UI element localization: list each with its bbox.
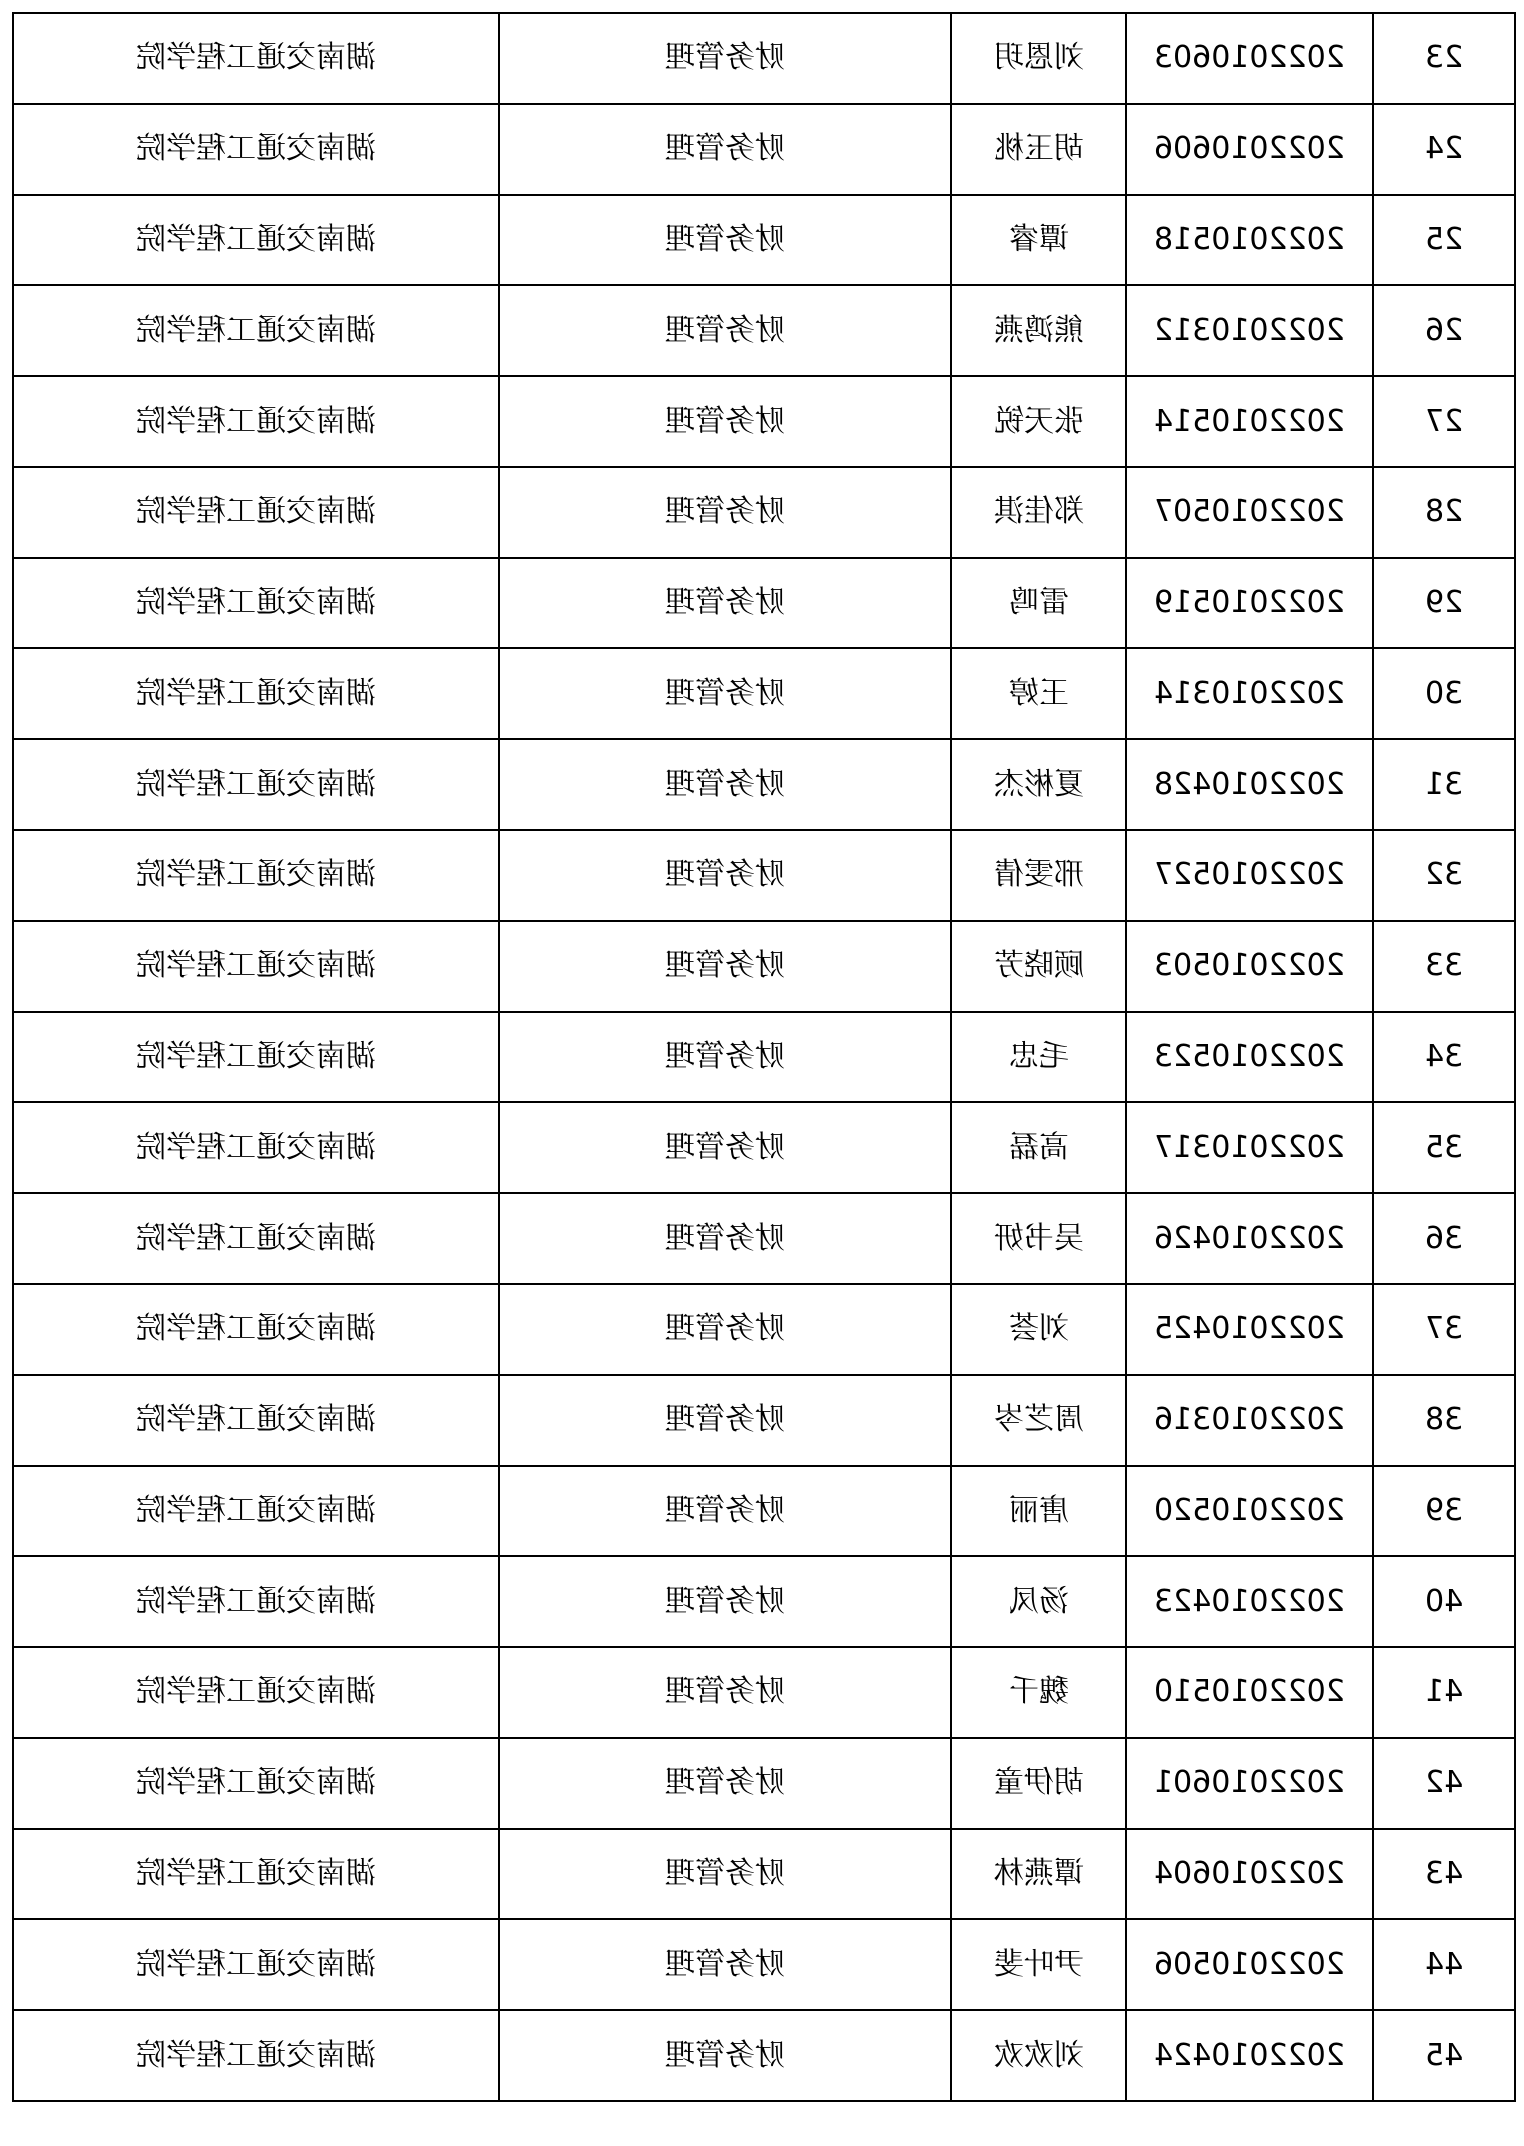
document-page: [12, 12, 1514, 2102]
school-cell: [13, 648, 499, 739]
row-number-text: 37: [1424, 1311, 1464, 1347]
student-name-text: 高磊: [1008, 1129, 1069, 1165]
major-cell: [499, 1738, 951, 1829]
table-row: [13, 1375, 1515, 1466]
major-text: 财务管理: [665, 403, 785, 439]
student-id-cell: [1126, 1829, 1373, 1920]
school-cell: [13, 1919, 499, 2010]
row-number-cell: [1373, 1919, 1515, 2010]
student-name-text: 刘荟: [1008, 1311, 1069, 1347]
table-row: [13, 1829, 1515, 1920]
row-number-cell: [1373, 285, 1515, 376]
student-id-cell: [1126, 1012, 1373, 1103]
table-row: [13, 1012, 1515, 1103]
student-name-text: 谭燕林: [993, 1856, 1084, 1892]
student-name-text: 王婷: [1008, 675, 1069, 711]
student-id-text: 2022010425: [1154, 1311, 1345, 1347]
row-number-text: 38: [1424, 1402, 1464, 1438]
major-text: 财务管理: [665, 948, 785, 984]
student-id-cell: [1126, 558, 1373, 649]
student-name-text: 雷鸣: [1008, 585, 1069, 621]
table-row: [13, 1466, 1515, 1557]
student-name-text: 夏彬杰: [993, 766, 1084, 802]
school-text: 湖南交通工程学院: [136, 1765, 376, 1801]
student-id-text: 2022010510: [1154, 1674, 1345, 1710]
student-id-cell: [1126, 1193, 1373, 1284]
school-text: 湖南交通工程学院: [136, 1856, 376, 1892]
major-cell: [499, 13, 951, 104]
student-name-text: 唐丽: [1008, 1492, 1069, 1528]
student-name-text: 张天锐: [993, 403, 1084, 439]
student-id-text: 2022010506: [1154, 1946, 1345, 1982]
school-cell: [13, 1284, 499, 1375]
school-cell: [13, 1193, 499, 1284]
student-name-cell: [951, 1284, 1126, 1375]
row-number-text: 31: [1424, 766, 1464, 802]
row-number-text: 33: [1424, 948, 1464, 984]
school-text: 湖南交通工程学院: [136, 585, 376, 621]
major-text: 财务管理: [665, 312, 785, 348]
row-number-cell: [1373, 648, 1515, 739]
student-id-cell: [1126, 376, 1373, 467]
major-text: 财务管理: [665, 1583, 785, 1619]
row-number-cell: [1373, 1556, 1515, 1647]
school-cell: [13, 1375, 499, 1466]
student-id-text: 2022010520: [1154, 1492, 1345, 1528]
table-row: [13, 1738, 1515, 1829]
major-cell: [499, 648, 951, 739]
student-name-cell: [951, 104, 1126, 195]
student-id-text: 2022010604: [1154, 1856, 1345, 1892]
school-cell: [13, 1829, 499, 1920]
student-name-text: 刘恩玥: [993, 40, 1084, 76]
student-id-text: 2022010519: [1154, 585, 1345, 621]
row-number-cell: [1373, 2010, 1515, 2101]
school-cell: [13, 2010, 499, 2101]
school-cell: [13, 558, 499, 649]
student-name-text: 魏千: [1008, 1674, 1069, 1710]
row-number-cell: [1373, 739, 1515, 830]
major-text: 财务管理: [665, 1674, 785, 1710]
table-row: [13, 285, 1515, 376]
major-cell: [499, 1012, 951, 1103]
student-id-text: 2022010603: [1154, 40, 1345, 76]
roster-table-body: [13, 13, 1515, 2101]
school-cell: [13, 104, 499, 195]
row-number-text: 45: [1424, 2037, 1464, 2073]
student-id-cell: [1126, 1919, 1373, 2010]
school-cell: [13, 1647, 499, 1738]
student-id-cell: [1126, 1738, 1373, 1829]
student-name-cell: [951, 1829, 1126, 1920]
row-number-text: 35: [1424, 1129, 1464, 1165]
row-number-cell: [1373, 104, 1515, 195]
school-cell: [13, 1012, 499, 1103]
major-text: 财务管理: [665, 1856, 785, 1892]
school-text: 湖南交通工程学院: [136, 1946, 376, 1982]
school-cell: [13, 285, 499, 376]
school-text: 湖南交通工程学院: [136, 675, 376, 711]
school-text: 湖南交通工程学院: [136, 1492, 376, 1528]
student-name-cell: [951, 1738, 1126, 1829]
major-cell: [499, 2010, 951, 2101]
row-number-cell: [1373, 1738, 1515, 1829]
row-number-text: 43: [1424, 1856, 1464, 1892]
row-number-text: 34: [1424, 1038, 1464, 1074]
school-text: 湖南交通工程学院: [136, 1220, 376, 1256]
student-name-cell: [951, 1193, 1126, 1284]
school-text: 湖南交通工程学院: [136, 40, 376, 76]
school-text: 湖南交通工程学院: [136, 403, 376, 439]
student-name-text: 顾晓芳: [993, 948, 1084, 984]
major-cell: [499, 376, 951, 467]
student-name-text: 汤凤: [1008, 1583, 1069, 1619]
row-number-cell: [1373, 1375, 1515, 1466]
student-name-text: 谭睿: [1008, 221, 1069, 257]
major-cell: [499, 1284, 951, 1375]
major-cell: [499, 104, 951, 195]
student-name-cell: [951, 558, 1126, 649]
major-text: 财务管理: [665, 1038, 785, 1074]
row-number-cell: [1373, 1284, 1515, 1375]
student-id-text: 2022010606: [1154, 131, 1345, 167]
major-text: 财务管理: [665, 1765, 785, 1801]
student-id-cell: [1126, 2010, 1373, 2101]
school-text: 湖南交通工程学院: [136, 2037, 376, 2073]
row-number-cell: [1373, 13, 1515, 104]
major-cell: [499, 739, 951, 830]
row-number-text: 40: [1424, 1583, 1464, 1619]
school-text: 湖南交通工程学院: [136, 312, 376, 348]
school-cell: [13, 467, 499, 558]
student-id-text: 2022010424: [1154, 2037, 1345, 2073]
major-text: 财务管理: [665, 494, 785, 530]
student-id-cell: [1126, 1375, 1373, 1466]
row-number-text: 36: [1424, 1220, 1464, 1256]
school-text: 湖南交通工程学院: [136, 131, 376, 167]
student-name-cell: [951, 648, 1126, 739]
student-name-cell: [951, 1375, 1126, 1466]
school-text: 湖南交通工程学院: [136, 1129, 376, 1165]
student-id-cell: [1126, 1466, 1373, 1557]
student-id-text: 2022010601: [1154, 1765, 1345, 1801]
major-cell: [499, 195, 951, 286]
table-row: [13, 648, 1515, 739]
major-text: 财务管理: [665, 585, 785, 621]
major-text: 财务管理: [665, 857, 785, 893]
major-cell: [499, 1375, 951, 1466]
school-cell: [13, 13, 499, 104]
table-row: [13, 830, 1515, 921]
major-text: 财务管理: [665, 1220, 785, 1256]
student-id-text: 2022010317: [1154, 1129, 1345, 1165]
student-id-text: 2022010523: [1154, 1038, 1345, 1074]
major-text: 财务管理: [665, 40, 785, 76]
student-id-cell: [1126, 830, 1373, 921]
student-id-cell: [1126, 739, 1373, 830]
major-cell: [499, 1647, 951, 1738]
student-name-text: 毛忠: [1008, 1038, 1069, 1074]
school-text: 湖南交通工程学院: [136, 494, 376, 530]
major-text: 财务管理: [665, 1311, 785, 1347]
row-number-cell: [1373, 1466, 1515, 1557]
school-text: 湖南交通工程学院: [136, 1038, 376, 1074]
student-id-cell: [1126, 285, 1373, 376]
major-text: 财务管理: [665, 1129, 785, 1165]
student-id-text: 2022010426: [1154, 1220, 1345, 1256]
student-id-text: 2022010518: [1154, 221, 1345, 257]
row-number-text: 44: [1424, 1946, 1464, 1982]
major-cell: [499, 1193, 951, 1284]
table-row: [13, 467, 1515, 558]
school-cell: [13, 830, 499, 921]
major-text: 财务管理: [665, 1402, 785, 1438]
student-name-cell: [951, 830, 1126, 921]
row-number-cell: [1373, 830, 1515, 921]
student-id-text: 2022010507: [1154, 494, 1345, 530]
student-id-text: 2022010428: [1154, 766, 1345, 802]
table-row: [13, 739, 1515, 830]
student-id-text: 2022010503: [1154, 948, 1345, 984]
student-name-text: 吴书妍: [993, 1220, 1084, 1256]
table-row: [13, 1193, 1515, 1284]
student-id-text: 2022010316: [1154, 1402, 1345, 1438]
school-text: 湖南交通工程学院: [136, 766, 376, 802]
school-text: 湖南交通工程学院: [136, 1402, 376, 1438]
row-number-cell: [1373, 195, 1515, 286]
student-id-text: 2022010314: [1154, 675, 1345, 711]
table-row: [13, 1919, 1515, 2010]
student-name-cell: [951, 1647, 1126, 1738]
major-cell: [499, 921, 951, 1012]
row-number-cell: [1373, 558, 1515, 649]
school-text: 湖南交通工程学院: [136, 857, 376, 893]
row-number-text: 28: [1424, 494, 1464, 530]
major-cell: [499, 1829, 951, 1920]
row-number-text: 30: [1424, 675, 1464, 711]
table-row: [13, 558, 1515, 649]
student-id-cell: [1126, 648, 1373, 739]
student-name-cell: [951, 1012, 1126, 1103]
student-id-cell: [1126, 104, 1373, 195]
major-cell: [499, 467, 951, 558]
table-row: [13, 13, 1515, 104]
major-cell: [499, 1466, 951, 1557]
school-cell: [13, 739, 499, 830]
major-text: 财务管理: [665, 766, 785, 802]
row-number-text: 42: [1424, 1765, 1464, 1801]
school-cell: [13, 1466, 499, 1557]
table-row: [13, 1102, 1515, 1193]
table-row: [13, 195, 1515, 286]
student-name-cell: [951, 739, 1126, 830]
student-id-text: 2022010312: [1154, 312, 1345, 348]
row-number-cell: [1373, 467, 1515, 558]
student-id-text: 2022010514: [1154, 403, 1345, 439]
table-row: [13, 1647, 1515, 1738]
student-name-cell: [951, 1102, 1126, 1193]
student-name-text: 熊鸿燕: [993, 312, 1084, 348]
row-number-cell: [1373, 376, 1515, 467]
student-name-cell: [951, 2010, 1126, 2101]
row-number-text: 29: [1424, 585, 1464, 621]
student-id-cell: [1126, 1647, 1373, 1738]
row-number-text: 39: [1424, 1492, 1464, 1528]
student-id-cell: [1126, 1102, 1373, 1193]
table-row: [13, 2010, 1515, 2101]
school-text: 湖南交通工程学院: [136, 221, 376, 257]
student-name-cell: [951, 195, 1126, 286]
student-id-text: 2022010423: [1154, 1583, 1345, 1619]
major-cell: [499, 1102, 951, 1193]
major-cell: [499, 830, 951, 921]
student-id-cell: [1126, 1556, 1373, 1647]
school-text: 湖南交通工程学院: [136, 1311, 376, 1347]
school-cell: [13, 376, 499, 467]
row-number-text: 32: [1424, 857, 1464, 893]
student-id-cell: [1126, 467, 1373, 558]
school-cell: [13, 921, 499, 1012]
school-cell: [13, 1556, 499, 1647]
major-text: 财务管理: [665, 1946, 785, 1982]
student-id-cell: [1126, 921, 1373, 1012]
table-row: [13, 1556, 1515, 1647]
student-id-text: 2022010527: [1154, 857, 1345, 893]
row-number-cell: [1373, 921, 1515, 1012]
table-row: [13, 376, 1515, 467]
major-cell: [499, 285, 951, 376]
row-number-text: 25: [1424, 221, 1464, 257]
student-name-cell: [951, 1919, 1126, 2010]
student-name-text: 郑佳淇: [993, 494, 1084, 530]
student-name-text: 胡玉桃: [993, 131, 1084, 167]
row-number-text: 24: [1424, 131, 1464, 167]
school-text: 湖南交通工程学院: [136, 948, 376, 984]
table-row: [13, 1284, 1515, 1375]
major-text: 财务管理: [665, 2037, 785, 2073]
major-text: 财务管理: [665, 221, 785, 257]
major-cell: [499, 1919, 951, 2010]
major-text: 财务管理: [665, 675, 785, 711]
student-name-cell: [951, 467, 1126, 558]
school-cell: [13, 1738, 499, 1829]
school-cell: [13, 195, 499, 286]
table-row: [13, 104, 1515, 195]
student-id-cell: [1126, 13, 1373, 104]
student-name-text: 邢雯倩: [993, 857, 1084, 893]
student-name-cell: [951, 376, 1126, 467]
major-text: 财务管理: [665, 1492, 785, 1528]
row-number-cell: [1373, 1647, 1515, 1738]
student-name-text: 尹叶斐: [993, 1946, 1084, 1982]
student-name-cell: [951, 1556, 1126, 1647]
school-cell: [13, 1102, 499, 1193]
row-number-cell: [1373, 1012, 1515, 1103]
student-id-cell: [1126, 1284, 1373, 1375]
school-text: 湖南交通工程学院: [136, 1583, 376, 1619]
student-name-text: 周芝岑: [993, 1402, 1084, 1438]
student-name-text: 胡伊童: [993, 1765, 1084, 1801]
row-number-text: 26: [1424, 312, 1464, 348]
row-number-text: 27: [1424, 403, 1464, 439]
major-cell: [499, 1556, 951, 1647]
student-name-cell: [951, 1466, 1126, 1557]
student-name-cell: [951, 13, 1126, 104]
student-id-cell: [1126, 195, 1373, 286]
student-name-text: 刘欢欢: [993, 2037, 1084, 2073]
row-number-text: 23: [1424, 40, 1464, 76]
student-name-cell: [951, 921, 1126, 1012]
row-number-cell: [1373, 1102, 1515, 1193]
row-number-text: 41: [1424, 1674, 1464, 1710]
student-name-cell: [951, 285, 1126, 376]
row-number-cell: [1373, 1829, 1515, 1920]
major-text: 财务管理: [665, 131, 785, 167]
table-row: [13, 921, 1515, 1012]
school-text: 湖南交通工程学院: [136, 1674, 376, 1710]
student-roster-table: [12, 12, 1516, 2102]
row-number-cell: [1373, 1193, 1515, 1284]
major-cell: [499, 558, 951, 649]
